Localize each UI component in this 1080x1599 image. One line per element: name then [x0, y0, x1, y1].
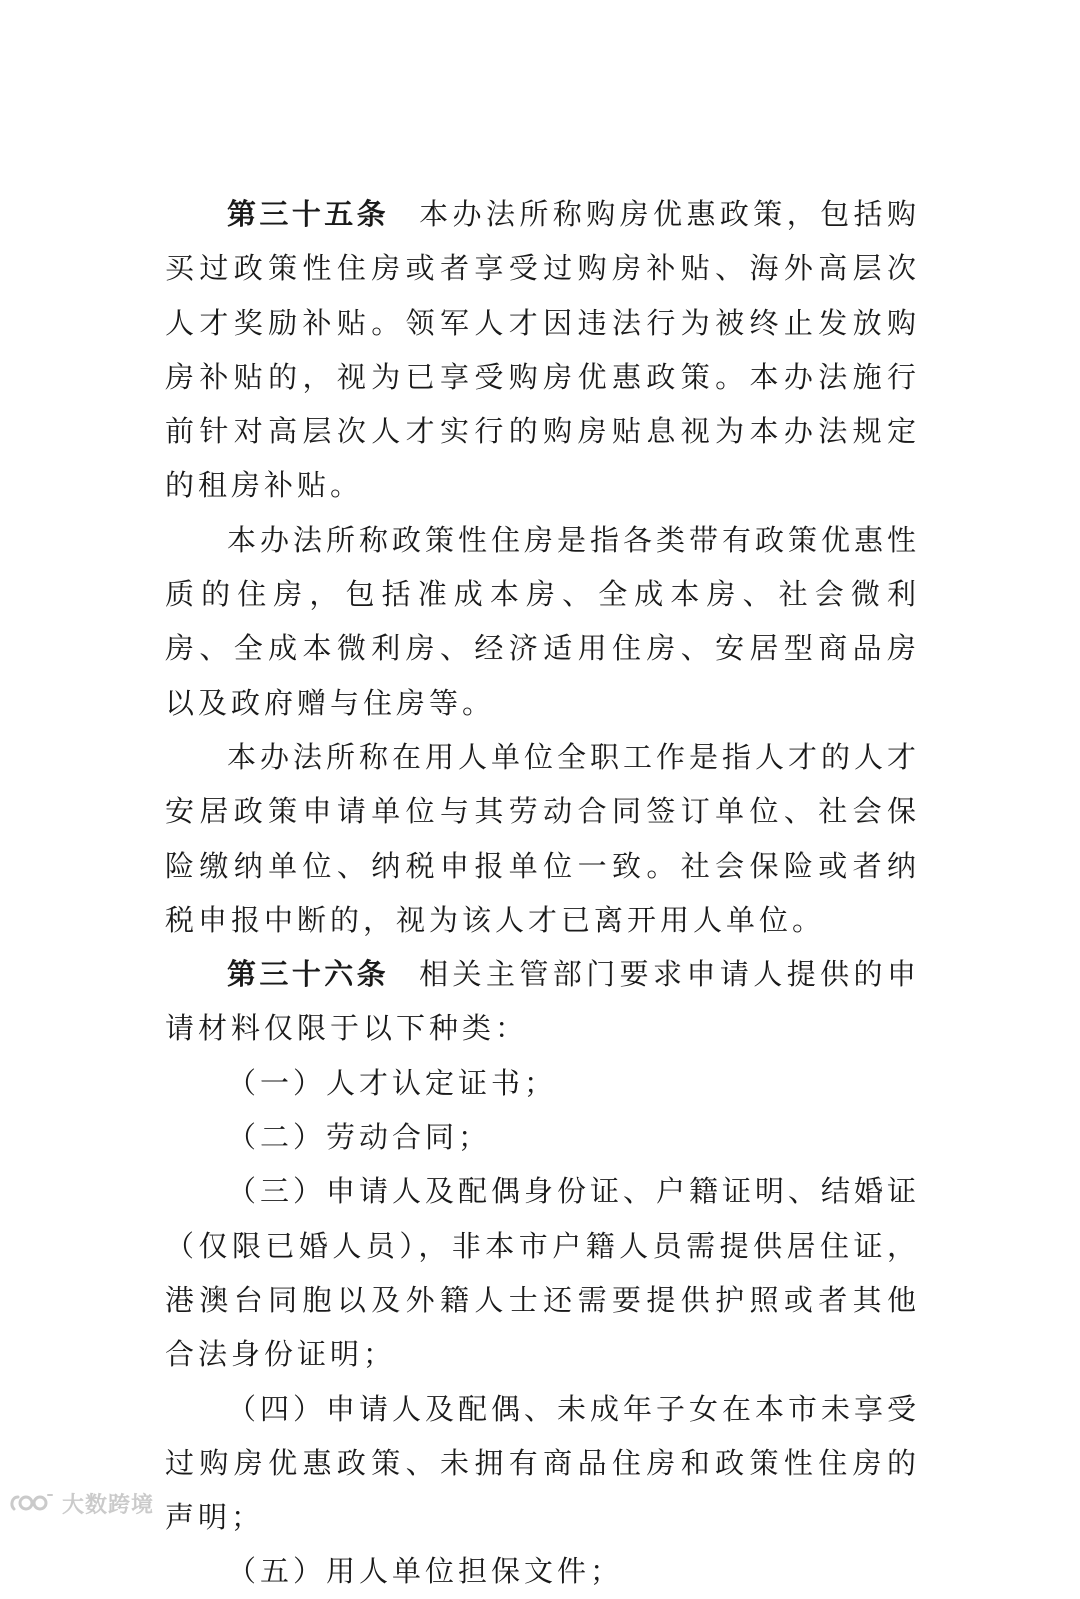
document-body — [165, 187, 920, 1599]
paragraph-text: （二）劳动合同； — [227, 1120, 492, 1155]
paragraph — [165, 947, 920, 1056]
paragraph-text: （四）申请人及配偶、未成年子女在本市未享受过购房优惠政策、未拥有商品住房和政策性住房的声明； — [165, 1391, 921, 1535]
list-item — [165, 1382, 920, 1545]
paragraph — [165, 730, 920, 947]
watermark-text: 大数跨境 — [62, 1492, 155, 1518]
list-item — [165, 1164, 920, 1381]
watermark — [8, 1488, 154, 1518]
list-item — [165, 1056, 920, 1110]
paragraph-text: （五）用人单位担保文件； — [227, 1554, 624, 1589]
article-number: 第三十六条 — [227, 957, 390, 992]
list-item — [165, 1110, 920, 1164]
paragraph-text: 本办法所称政策性住房是指各类带有政策优惠性质的住房，包括准成本房、全成本房、社会微利房、全成本微利房、经济适用住房、安居型商品房以及政府赠与住房等。 — [165, 522, 921, 720]
logo-icon — [8, 1491, 56, 1515]
paragraph — [165, 187, 920, 513]
list-item — [165, 1544, 920, 1598]
paragraph — [165, 513, 920, 730]
article-number: 第三十五条 — [227, 197, 390, 231]
paragraph-text: （三）申请人及配偶身份证、户籍证明、结婚证（仅限已婚人员），非本市户籍人员需提供居住证，港澳台同胞以及外籍人士还需要提供护照或者其他合法身份证明； — [165, 1174, 921, 1372]
paragraph-text: 本办法所称在用人单位全职工作是指人才的人才安居政策申请单位与其劳动合同签订单位、社会保险缴纳单位、纳税申报单位一致。社会保险或者纳税申报中断的，视为该人才已离开用人单位。 — [165, 739, 921, 937]
paragraph-text: 相关主管部门要求申请人提供的申请材料仅限于以下种类： — [165, 957, 920, 1046]
paragraph-text: （一）人才认定证书； — [227, 1065, 558, 1100]
paragraph-text: 本办法所称购房优惠政策，包括购买过政策性住房或者享受过购房补贴、海外高层次人才奖励补贴。领军人才因违法行为被终止发放购房补贴的，视为已享受购房优惠政策。本办法施行前针对高层次人才实行的购房贴息视为本办法规定的租房补贴。 — [165, 197, 920, 503]
